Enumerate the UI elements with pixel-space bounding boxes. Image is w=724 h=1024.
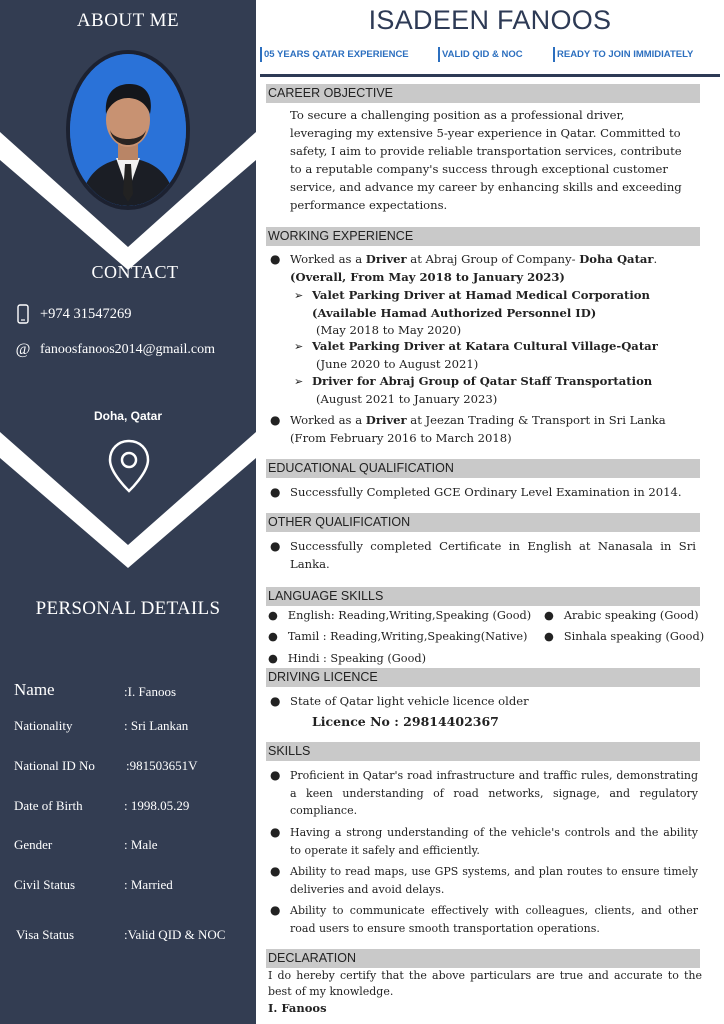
- job1-place: Doha Qatar: [579, 252, 654, 266]
- arrow-bullet-icon: ➢: [294, 340, 304, 353]
- section-skills: SKILLS: [266, 742, 700, 761]
- subrole-hamad: [294, 287, 694, 340]
- skill-item: [270, 863, 698, 898]
- other-qualification-item: [270, 538, 696, 573]
- job1-end: .: [653, 252, 658, 266]
- bullet-icon: ●: [270, 539, 281, 553]
- job2-role: Driver: [365, 413, 407, 427]
- section-language-skills: LANGUAGE SKILLS: [266, 587, 700, 606]
- language-hindi: [268, 650, 426, 667]
- language-text: Arabic speaking (Good): [563, 609, 699, 622]
- subrole-katara: [294, 338, 694, 373]
- detail-value: : Married: [124, 877, 173, 892]
- subrole-extra: (Available Hamad Authorized Personnel ID): [312, 305, 597, 320]
- job2-pre: Worked as a: [290, 413, 366, 427]
- detail-value: : 1998.05.29: [124, 798, 190, 813]
- language-text: Hindi : Speaking (Good): [287, 652, 427, 665]
- section-career-objective: CAREER OBJECTIVE: [266, 84, 700, 103]
- job1-period: (Overall, From May 2018 to January 2023): [290, 269, 565, 284]
- licence-number: Licence No : 29814402367: [312, 713, 499, 729]
- other-qualification-text: Successfully completed Certificate in English at Nanasala in Sri Lanka.: [290, 539, 696, 571]
- bullet-icon: ●: [270, 413, 281, 427]
- language-text: English: Reading,Writing,Speaking (Good): [287, 609, 532, 622]
- skill-text: Ability to read maps, use GPS systems, and plan routes to ensure timely deliveries and avoid delays.: [290, 865, 698, 896]
- subrole-title: Valet Parking Driver at Hamad Medical Corporation: [312, 288, 650, 302]
- bullet-icon: ●: [544, 630, 554, 643]
- bullet-icon: ●: [270, 768, 281, 782]
- highlight-badges: [260, 47, 713, 62]
- phone-contact[interactable]: [14, 304, 132, 324]
- detail-label: Date of Birth: [14, 798, 83, 813]
- detail-value: :981503651V: [126, 758, 198, 773]
- driving-licence-text: State of Qatar light vehicle licence older: [290, 694, 529, 708]
- job2-period: (From February 2016 to March 2018): [290, 430, 512, 445]
- bullet-icon: ●: [270, 694, 281, 708]
- bullet-icon: ●: [268, 652, 278, 665]
- declaration-signature: I. Fanoos: [268, 1001, 327, 1015]
- language-tamil: [268, 628, 527, 645]
- driving-licence-item: [270, 693, 700, 730]
- section-education: EDUCATIONAL QUALIFICATION: [266, 459, 700, 478]
- about-me-heading: ABOUT ME: [76, 10, 180, 31]
- bullet-icon: ●: [270, 485, 281, 499]
- section-other-qualification: OTHER QUALIFICATION: [266, 513, 700, 532]
- subrole-title: Driver for Abraj Group of Qatar Staff Transportation: [312, 374, 653, 388]
- section-declaration: DECLARATION: [266, 949, 700, 968]
- bullet-icon: ●: [270, 903, 281, 917]
- job1-pre: Worked as a: [290, 252, 366, 266]
- detail-value: :Valid QID & NOC: [124, 927, 226, 942]
- subrole-period: (August 2021 to January 2023): [316, 391, 498, 406]
- skill-text: Ability to communicate effectively with colleagues, clients, and other road users to ensure smooth transportation operations.: [290, 904, 698, 935]
- arrow-bullet-icon: ➢: [294, 375, 304, 388]
- email-contact[interactable]: [14, 341, 215, 359]
- contact-heading: CONTACT: [91, 262, 179, 282]
- personal-details-heading: PERSONAL DETAILS: [35, 598, 221, 619]
- detail-label: Gender: [14, 837, 53, 852]
- location-pin-icon: [106, 438, 152, 494]
- skill-text: Having a strong understanding of the vehicle's controls and the ability to operate it safely and efficiently.: [290, 826, 698, 857]
- profile-photo: [70, 54, 186, 206]
- mobile-phone-icon: [14, 304, 32, 324]
- section-working-experience: WORKING EXPERIENCE: [266, 227, 700, 246]
- bullet-icon: ●: [268, 609, 278, 622]
- detail-label: Civil Status: [14, 877, 76, 892]
- education-text: Successfully Completed GCE Ordinary Level Examination in 2014.: [290, 485, 682, 499]
- location-text: Doha, Qatar: [93, 409, 162, 423]
- subrole-staff-transport: [294, 373, 694, 408]
- person-portrait-icon: [70, 54, 186, 206]
- bullet-icon: ●: [270, 864, 281, 878]
- email-address: fanoosfanoos2014@gmail.com: [40, 342, 216, 357]
- job1-mid: at Abraj Group of Company-: [406, 252, 580, 266]
- phone-number: +974 31547269: [40, 305, 132, 322]
- detail-label: Nationality: [14, 718, 73, 733]
- career-objective-text: To secure a challenging position as a professional driver, leveraging my extensive 5-year experience in Qatar. Committed to safety, I aim to provide reliable transportation services, contribute to a reputable company's success through exceptional customer service, and advance my career by enhancing skills and exceeding performance expectations.: [290, 108, 682, 212]
- detail-value: : Male: [124, 837, 158, 852]
- header-divider: [260, 74, 720, 77]
- badge-experience: 05 YEARS QATAR EXPERIENCE: [260, 47, 438, 62]
- arrow-bullet-icon: ➢: [294, 289, 304, 302]
- main-content: [256, 0, 724, 1024]
- language-text: Tamil : Reading,Writing,Speaking(Native): [287, 630, 528, 643]
- skill-item: [270, 902, 698, 937]
- badge-availability: READY TO JOIN IMMIDIATELY: [553, 47, 713, 62]
- skill-item: [270, 767, 698, 820]
- skill-item: [270, 824, 698, 859]
- bullet-icon: ●: [270, 252, 281, 266]
- experience-item-jeezan: [270, 412, 700, 447]
- language-text: Sinhala speaking (Good): [563, 630, 705, 643]
- language-arabic: [544, 607, 699, 624]
- education-item: [270, 484, 700, 502]
- section-driving-licence: DRIVING LICENCE: [266, 668, 700, 687]
- bullet-icon: ●: [268, 630, 278, 643]
- subrole-period: (May 2018 to May 2020): [316, 323, 462, 337]
- detail-value: : Sri Lankan: [124, 718, 189, 733]
- job2-post: at Jeezan Trading & Transport in Sri Lanka: [406, 413, 666, 427]
- sidebar: [0, 0, 256, 1024]
- language-english: [268, 607, 531, 624]
- language-sinhala: [544, 628, 704, 645]
- declaration-text: I do hereby certify that the above particulars are true and accurate to the best of my knowledge.: [268, 969, 702, 998]
- detail-label: National ID No: [14, 758, 95, 773]
- candidate-name: ISADEEN FANOOS: [368, 5, 612, 35]
- detail-label: Visa Status: [16, 927, 75, 942]
- subrole-title: Valet Parking Driver at Katara Cultural Village-Qatar: [312, 339, 658, 353]
- experience-item-abraj: [270, 251, 700, 286]
- at-sign-icon: @: [15, 341, 31, 358]
- profile-photo-frame: [66, 50, 190, 210]
- detail-value: :I. Fanoos: [124, 684, 176, 699]
- detail-label: Name: [14, 680, 55, 699]
- bullet-icon: ●: [270, 825, 281, 839]
- job1-role: Driver: [365, 252, 407, 266]
- badge-qid: VALID QID & NOC: [438, 47, 553, 62]
- subrole-period: (June 2020 to August 2021): [316, 356, 479, 371]
- skill-text: Proficient in Qatar's road infrastructure and traffic rules, demonstrating a keen understanding of road networks, signage, and regulatory compliance.: [290, 769, 698, 817]
- bullet-icon: ●: [544, 609, 554, 622]
